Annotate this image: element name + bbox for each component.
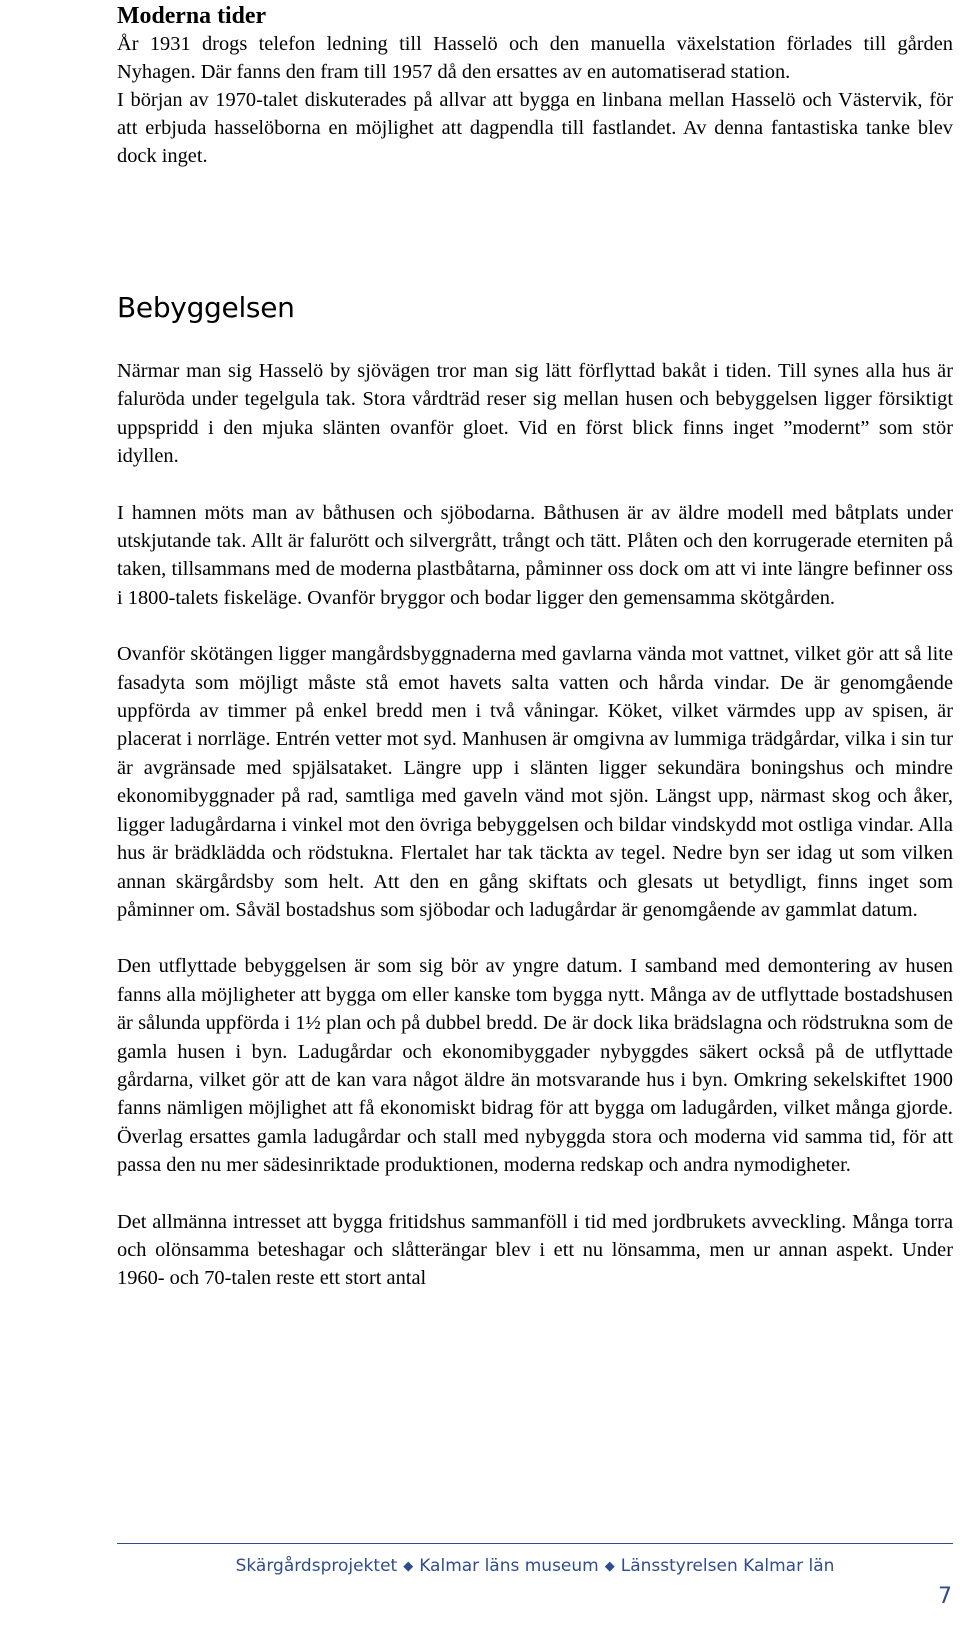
paragraph: I början av 1970-talet diskuterades på allvar att bygga en linbana mellan Hasselö och Västervik, för att erbjuda hasselöborna en möjlighet att dagpendla till fastlandet. Av denna fantastiska tanke blev dock inget.	[117, 89, 953, 167]
paragraph: Närmar man sig Hasselö by sjövägen tror man sig lätt förflyttad bakåt i tiden. Till synes alla hus är faluröda under tegelgula tak. Stora vårdträd reser sig mellan husen och bebyggelsen ligger försiktigt uppspridd i den mjuka slänten ovanför gloet. Vid en först blick finns inget ”modernt” som stör idyllen.	[117, 360, 953, 468]
section-bebyggelsen-body	[117, 357, 953, 1293]
footer	[117, 1555, 953, 1579]
paragraph: Det allmänna intresset att bygga fritidshus sammanföll i tid med jordbrukets avveckling. Många torra och olönsamma beteshagar och slåtterängar blev i ett nu lönsamma, men ur annan aspekt. Under 1960- och 70-talen reste ett stort antal	[117, 1210, 953, 1290]
section-heading-bebyggelsen: Bebyggelsen	[117, 291, 295, 324]
diamond-separator-icon: ◆	[403, 1559, 414, 1574]
paragraph: Den utflyttade bebyggelsen är som sig bör av yngre datum. I samband med demontering av husen fanns alla möjligheter att bygga om eller kanske tom bygga nytt. Många av de utflyttade bostadshusen är sålunda uppförda i 1½ plan och på dubbel bredd. De är dock lika brädslagna och rödstrukna som de gamla husen i byn. Ladugårdar och ekonomibyggader nybyggdes säkert också på de utflyttade gårdarna, vilket gör att de kan vara något äldre än motsvarande hus i byn. Omkring sekelskiftet 1900 fanns nämligen möjlighet att få ekonomiskt bidrag för att bygga om ladugården, vilket många gjorde. Överlag ersattes gamla ladugårdar och stall med nybyggda stora och moderna vid samma tid, för att passa den nu mer sädesinriktade produktionen, moderna redskap och andra nymodigheter.	[117, 955, 953, 1177]
section-moderna-tider	[117, 2, 953, 170]
footer-divider	[117, 1543, 953, 1544]
section-heading-moderna-tider: Moderna tider	[117, 3, 267, 29]
footer-authority-name: Länsstyrelsen Kalmar län	[620, 1556, 835, 1576]
footer-project-name: Skärgårdsprojektet	[235, 1556, 398, 1576]
diamond-separator-icon: ◆	[604, 1559, 615, 1574]
footer-museum-name: Kalmar läns museum	[419, 1556, 599, 1576]
paragraph: Ovanför skötängen ligger mangårdsbyggnaderna med gavlarna vända mot vattnet, vilket gör att så lite fasadyta som möjligt måste stå emot havets salta vatten och hårda vindar. De är genomgående uppförda av timmer på enkel bredd men i två våningar. Köket, vilket värmdes upp av spisen, är placerat i norrläge. Entrén vetter mot syd. Manhusen är omgivna av lummiga trädgårdar, vilka i sin tur är avgränsade med spjälsataket. Längre upp i slänten ligger sekundära boningshus och mindre ekonomibyggnader på rad, samtliga med gaveln vänd mot sjön. Längst upp, närmast skog och åker, ligger ladugårdarna i vinkel mot den övriga bebyggelsen och bildar vindskydd mot ostliga vindar. Alla hus är brädklädda och rödstukna. Flertalet har tak täckta av tegel. Nedre byn ser idag ut som vilken annan skärgårdsby som helt. Att den en gång skiftats och glesats ut betydligt, finns inget som påminner om. Såväl bostadshus som sjöbodar och ladugårdar är genomgående av gammlat datum.	[117, 643, 953, 921]
paragraph: I hamnen möts man av båthusen och sjöbodarna. Båthusen är av äldre modell med båtplats under utskjutande tak. Allt är falurött och silvergrått, trångt och tätt. Plåten och den korrugerade eterniten på taken, tillsammans med de moderna plastbåtarna, påminner oss dock om att vi inte längre befinner oss i 1800-talets fiskeläge. Ovanför bryggor och bodar ligger den gemensamma skötgården.	[117, 501, 953, 609]
paragraph: År 1931 drogs telefon ledning till Hasselö och den manuella växelstation förlades till gården Nyhagen. Där fanns den fram till 1957 då den ersattes av en automatiserad station.	[117, 33, 953, 83]
page-number: 7	[938, 1584, 952, 1609]
